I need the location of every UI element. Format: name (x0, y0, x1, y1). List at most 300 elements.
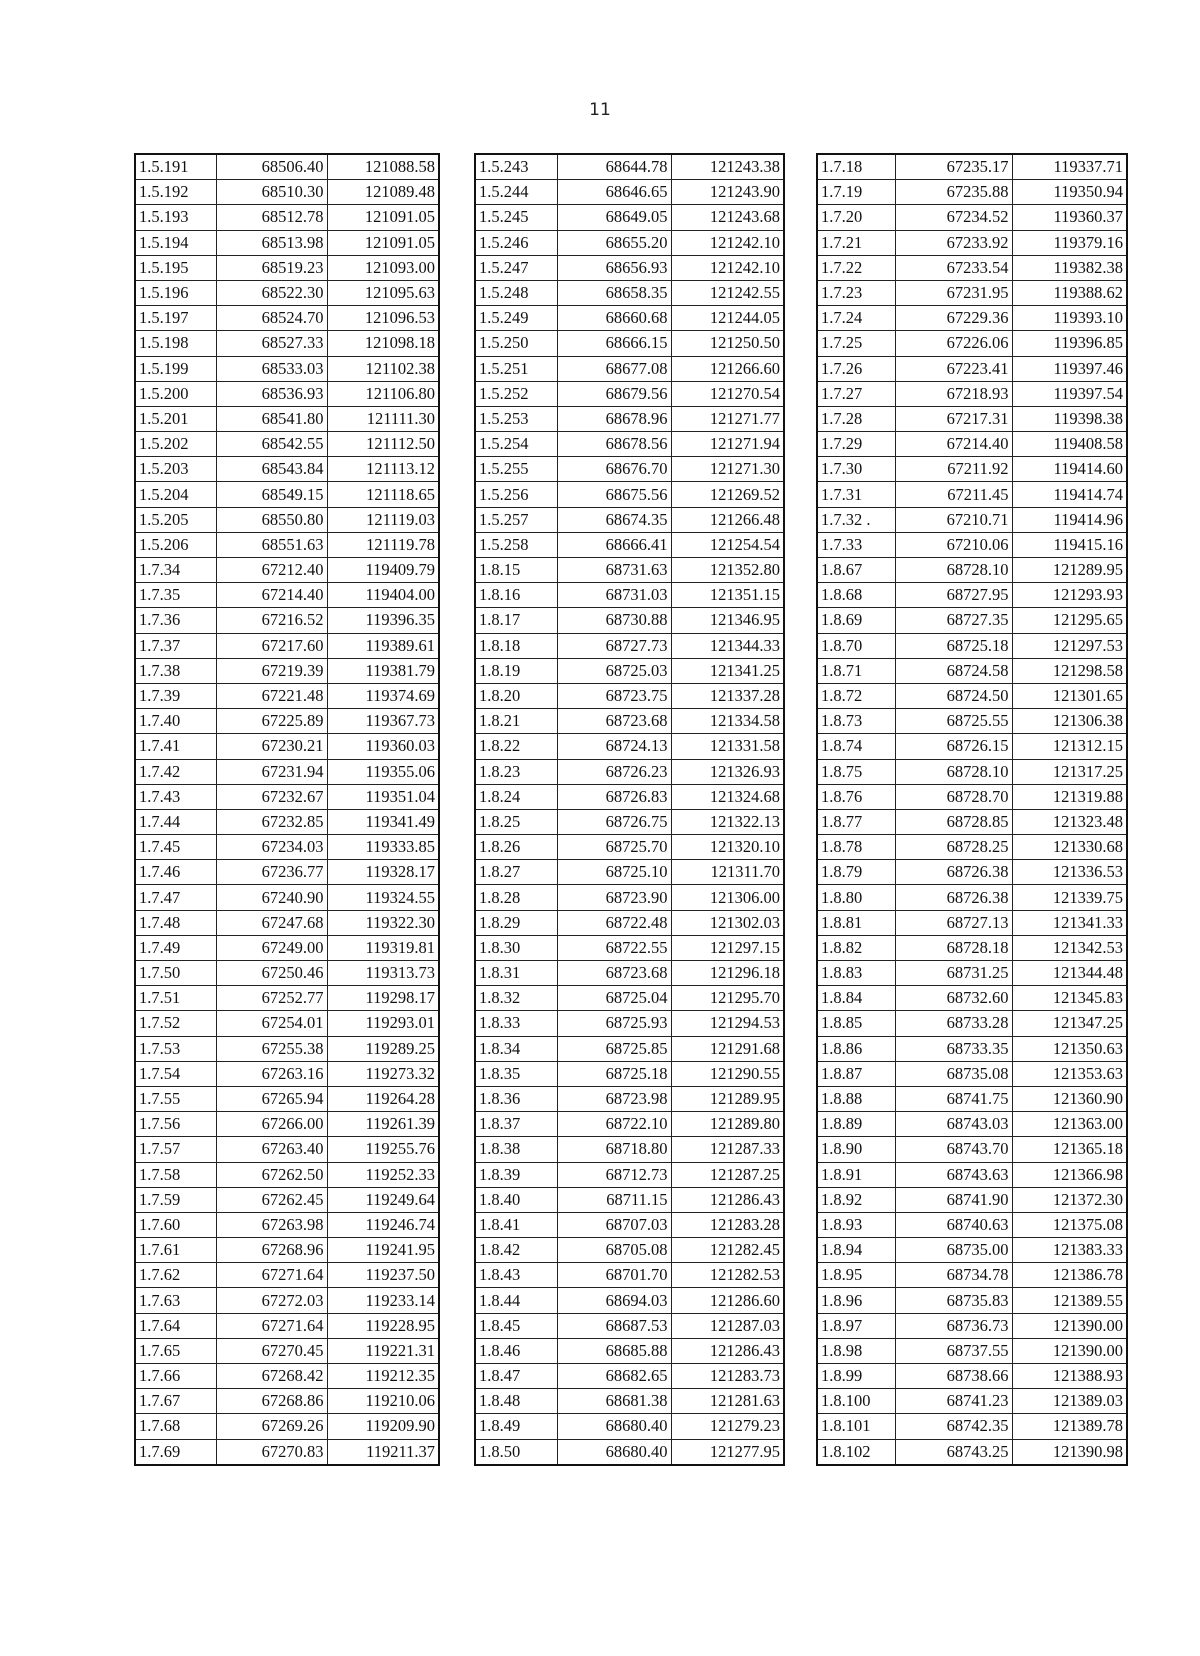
y-coordinate-cell: 119374.69 (327, 683, 439, 708)
x-coordinate-cell: 67254.01 (216, 1011, 327, 1036)
x-coordinate-cell: 67249.00 (216, 935, 327, 960)
table-row (475, 457, 784, 482)
table-row (135, 1187, 439, 1212)
table-row (475, 759, 784, 784)
y-coordinate-cell: 121254.54 (671, 532, 784, 557)
table-row (135, 1137, 439, 1162)
table-row (475, 935, 784, 960)
point-id-cell: 1.7.40 (135, 709, 216, 734)
y-coordinate-cell: 121287.25 (671, 1162, 784, 1187)
y-coordinate-cell: 121250.50 (671, 331, 784, 356)
y-coordinate-cell: 119396.85 (1012, 331, 1127, 356)
point-id-cell: 1.8.43 (475, 1263, 557, 1288)
x-coordinate-cell: 68506.40 (216, 154, 327, 180)
table-row (135, 1162, 439, 1187)
point-id-cell: 1.7.66 (135, 1364, 216, 1389)
table-row (817, 734, 1127, 759)
point-id-cell: 1.5.202 (135, 432, 216, 457)
x-coordinate-cell: 68736.73 (895, 1313, 1012, 1338)
y-coordinate-cell: 121271.30 (671, 457, 784, 482)
point-id-cell: 1.8.44 (475, 1288, 557, 1313)
x-coordinate-cell: 68549.15 (216, 482, 327, 507)
x-coordinate-cell: 68737.55 (895, 1338, 1012, 1363)
point-id-cell: 1.7.62 (135, 1263, 216, 1288)
table-row (135, 1238, 439, 1263)
y-coordinate-cell: 121091.05 (327, 230, 439, 255)
x-coordinate-cell: 68723.68 (557, 709, 671, 734)
point-id-cell: 1.8.22 (475, 734, 557, 759)
y-coordinate-cell: 121118.65 (327, 482, 439, 507)
table-row (475, 154, 784, 180)
point-id-cell: 1.7.55 (135, 1086, 216, 1111)
table-row (817, 759, 1127, 784)
x-coordinate-cell: 68694.03 (557, 1288, 671, 1313)
point-id-cell: 1.5.194 (135, 230, 216, 255)
table-row (475, 406, 784, 431)
table-row (135, 280, 439, 305)
y-coordinate-cell: 121270.54 (671, 381, 784, 406)
y-coordinate-cell: 119360.37 (1012, 205, 1127, 230)
point-id-cell: 1.8.24 (475, 784, 557, 809)
y-coordinate-cell: 119221.31 (327, 1338, 439, 1363)
point-id-cell: 1.7.45 (135, 835, 216, 860)
y-coordinate-cell: 121291.68 (671, 1036, 784, 1061)
point-id-cell: 1.5.195 (135, 255, 216, 280)
table-row (475, 1364, 784, 1389)
point-id-cell: 1.7.33 (817, 532, 895, 557)
x-coordinate-cell: 68724.58 (895, 658, 1012, 683)
x-coordinate-cell: 68685.88 (557, 1338, 671, 1363)
x-coordinate-cell: 67262.45 (216, 1187, 327, 1212)
x-coordinate-cell: 67268.96 (216, 1238, 327, 1263)
point-id-cell: 1.8.33 (475, 1011, 557, 1036)
table-row (475, 835, 784, 860)
x-coordinate-cell: 68726.15 (895, 734, 1012, 759)
table-row (475, 1187, 784, 1212)
x-coordinate-cell: 68741.23 (895, 1389, 1012, 1414)
x-coordinate-cell: 68738.66 (895, 1364, 1012, 1389)
x-coordinate-cell: 68522.30 (216, 280, 327, 305)
table-row (475, 961, 784, 986)
x-coordinate-cell: 68701.70 (557, 1263, 671, 1288)
table-row (817, 432, 1127, 457)
table-row (817, 1288, 1127, 1313)
table-row (817, 1086, 1127, 1111)
x-coordinate-cell: 68712.73 (557, 1162, 671, 1187)
x-coordinate-cell: 68722.10 (557, 1112, 671, 1137)
y-coordinate-cell: 121302.03 (671, 910, 784, 935)
table-row (475, 583, 784, 608)
point-id-cell: 1.8.98 (817, 1338, 895, 1363)
x-coordinate-cell: 68732.60 (895, 986, 1012, 1011)
y-coordinate-cell: 121306.38 (1012, 709, 1127, 734)
point-id-cell: 1.5.191 (135, 154, 216, 180)
point-id-cell: 1.7.25 (817, 331, 895, 356)
y-coordinate-cell: 121093.00 (327, 255, 439, 280)
y-coordinate-cell: 121346.95 (671, 608, 784, 633)
y-coordinate-cell: 121389.78 (1012, 1414, 1127, 1439)
table-row (475, 356, 784, 381)
x-coordinate-cell: 68728.25 (895, 835, 1012, 860)
y-coordinate-cell: 121319.88 (1012, 784, 1127, 809)
table-row (817, 457, 1127, 482)
x-coordinate-cell: 68687.53 (557, 1313, 671, 1338)
table-row (475, 1389, 784, 1414)
table-row (475, 1238, 784, 1263)
x-coordinate-cell: 68656.93 (557, 255, 671, 280)
point-id-cell: 1.5.204 (135, 482, 216, 507)
table-row (135, 306, 439, 331)
table-row (475, 734, 784, 759)
x-coordinate-cell: 68644.78 (557, 154, 671, 180)
x-coordinate-cell: 68707.03 (557, 1212, 671, 1237)
point-id-cell: 1.8.100 (817, 1389, 895, 1414)
y-coordinate-cell: 121281.63 (671, 1389, 784, 1414)
table-row (135, 633, 439, 658)
point-id-cell: 1.8.19 (475, 658, 557, 683)
y-coordinate-cell: 119393.10 (1012, 306, 1127, 331)
y-coordinate-cell: 119360.03 (327, 734, 439, 759)
point-id-cell: 1.5.253 (475, 406, 557, 431)
x-coordinate-cell: 68742.35 (895, 1414, 1012, 1439)
x-coordinate-cell: 68740.63 (895, 1212, 1012, 1237)
table-row (135, 608, 439, 633)
y-coordinate-cell: 119324.55 (327, 885, 439, 910)
y-coordinate-cell: 121088.58 (327, 154, 439, 180)
point-id-cell: 1.5.200 (135, 381, 216, 406)
point-id-cell: 1.7.20 (817, 205, 895, 230)
table-row (817, 1414, 1127, 1439)
x-coordinate-cell: 68722.48 (557, 910, 671, 935)
point-id-cell: 1.5.199 (135, 356, 216, 381)
table-row (475, 205, 784, 230)
y-coordinate-cell: 121242.55 (671, 280, 784, 305)
table-row (475, 1086, 784, 1111)
x-coordinate-cell: 68726.75 (557, 809, 671, 834)
x-coordinate-cell: 68655.20 (557, 230, 671, 255)
point-id-cell: 1.7.61 (135, 1238, 216, 1263)
point-id-cell: 1.5.198 (135, 331, 216, 356)
table-row (817, 255, 1127, 280)
point-id-cell: 1.7.52 (135, 1011, 216, 1036)
y-coordinate-cell: 121244.05 (671, 306, 784, 331)
table-row (475, 432, 784, 457)
point-id-cell: 1.5.193 (135, 205, 216, 230)
y-coordinate-cell: 119397.54 (1012, 381, 1127, 406)
table-row (817, 154, 1127, 180)
table-row (817, 709, 1127, 734)
table-row (817, 1263, 1127, 1288)
x-coordinate-cell: 67272.03 (216, 1288, 327, 1313)
x-coordinate-cell: 68658.35 (557, 280, 671, 305)
y-coordinate-cell: 121323.48 (1012, 809, 1127, 834)
point-id-cell: 1.8.94 (817, 1238, 895, 1263)
x-coordinate-cell: 68682.65 (557, 1364, 671, 1389)
y-coordinate-cell: 121089.48 (327, 180, 439, 205)
point-id-cell: 1.7.34 (135, 558, 216, 583)
point-id-cell: 1.8.70 (817, 633, 895, 658)
table-row (475, 482, 784, 507)
point-id-cell: 1.7.37 (135, 633, 216, 658)
x-coordinate-cell: 68666.41 (557, 532, 671, 557)
y-coordinate-cell: 121324.68 (671, 784, 784, 809)
table-row (817, 986, 1127, 1011)
y-coordinate-cell: 121295.70 (671, 986, 784, 1011)
x-coordinate-cell: 68725.70 (557, 835, 671, 860)
table-row (475, 1263, 784, 1288)
table-row (135, 1112, 439, 1137)
y-coordinate-cell: 121363.00 (1012, 1112, 1127, 1137)
table-row (817, 1338, 1127, 1363)
point-id-cell: 1.7.36 (135, 608, 216, 633)
table-row (475, 507, 784, 532)
y-coordinate-cell: 121331.58 (671, 734, 784, 759)
y-coordinate-cell: 121286.43 (671, 1187, 784, 1212)
point-id-cell: 1.5.258 (475, 532, 557, 557)
point-id-cell: 1.8.81 (817, 910, 895, 935)
y-coordinate-cell: 121330.68 (1012, 835, 1127, 860)
y-coordinate-cell: 119319.81 (327, 935, 439, 960)
point-id-cell: 1.7.27 (817, 381, 895, 406)
point-id-cell: 1.5.257 (475, 507, 557, 532)
table-row (135, 255, 439, 280)
y-coordinate-cell: 121287.33 (671, 1137, 784, 1162)
table-row (135, 406, 439, 431)
x-coordinate-cell: 68725.93 (557, 1011, 671, 1036)
y-coordinate-cell: 121337.28 (671, 683, 784, 708)
x-coordinate-cell: 68711.15 (557, 1187, 671, 1212)
table-row (817, 1313, 1127, 1338)
table-row (135, 482, 439, 507)
table-row (475, 709, 784, 734)
x-coordinate-cell: 68728.10 (895, 558, 1012, 583)
x-coordinate-cell: 67218.93 (895, 381, 1012, 406)
x-coordinate-cell: 67271.64 (216, 1313, 327, 1338)
y-coordinate-cell: 119211.37 (327, 1439, 439, 1465)
y-coordinate-cell: 121388.93 (1012, 1364, 1127, 1389)
point-id-cell: 1.5.206 (135, 532, 216, 557)
y-coordinate-cell: 121341.33 (1012, 910, 1127, 935)
x-coordinate-cell: 68519.23 (216, 255, 327, 280)
table-row (135, 885, 439, 910)
table-row (475, 1061, 784, 1086)
point-id-cell: 1.5.249 (475, 306, 557, 331)
x-coordinate-cell: 68743.63 (895, 1162, 1012, 1187)
x-coordinate-cell: 67233.54 (895, 255, 1012, 280)
y-coordinate-cell: 121119.78 (327, 532, 439, 557)
point-id-cell: 1.7.60 (135, 1212, 216, 1237)
x-coordinate-cell: 67263.16 (216, 1061, 327, 1086)
y-coordinate-cell: 121243.90 (671, 180, 784, 205)
point-id-cell: 1.8.75 (817, 759, 895, 784)
y-coordinate-cell: 119409.79 (327, 558, 439, 583)
x-coordinate-cell: 67219.39 (216, 658, 327, 683)
y-coordinate-cell: 121372.30 (1012, 1187, 1127, 1212)
table-row (135, 809, 439, 834)
y-coordinate-cell: 119337.71 (1012, 154, 1127, 180)
y-coordinate-cell: 121390.00 (1012, 1313, 1127, 1338)
table-row (817, 356, 1127, 381)
point-id-cell: 1.8.36 (475, 1086, 557, 1111)
x-coordinate-cell: 68733.35 (895, 1036, 1012, 1061)
table-row (135, 154, 439, 180)
table-row (135, 507, 439, 532)
point-id-cell: 1.8.38 (475, 1137, 557, 1162)
table-row (135, 860, 439, 885)
x-coordinate-cell: 68542.55 (216, 432, 327, 457)
table-row (475, 683, 784, 708)
x-coordinate-cell: 68725.85 (557, 1036, 671, 1061)
x-coordinate-cell: 67262.50 (216, 1162, 327, 1187)
point-id-cell: 1.8.102 (817, 1439, 895, 1465)
y-coordinate-cell: 121389.03 (1012, 1389, 1127, 1414)
x-coordinate-cell: 67216.52 (216, 608, 327, 633)
table-row (475, 1439, 784, 1465)
table-row (817, 482, 1127, 507)
table-row (135, 1086, 439, 1111)
point-id-cell: 1.8.82 (817, 935, 895, 960)
point-id-cell: 1.8.72 (817, 683, 895, 708)
x-coordinate-cell: 67255.38 (216, 1036, 327, 1061)
x-coordinate-cell: 68723.98 (557, 1086, 671, 1111)
table-row (817, 633, 1127, 658)
point-id-cell: 1.8.99 (817, 1364, 895, 1389)
point-id-cell: 1.8.74 (817, 734, 895, 759)
x-coordinate-cell: 68512.78 (216, 205, 327, 230)
x-coordinate-cell: 67226.06 (895, 331, 1012, 356)
y-coordinate-cell: 121271.94 (671, 432, 784, 457)
x-coordinate-cell: 67269.26 (216, 1414, 327, 1439)
point-id-cell: 1.7.31 (817, 482, 895, 507)
x-coordinate-cell: 68524.70 (216, 306, 327, 331)
table-row (817, 381, 1127, 406)
y-coordinate-cell: 119255.76 (327, 1137, 439, 1162)
y-coordinate-cell: 121350.63 (1012, 1036, 1127, 1061)
y-coordinate-cell: 119414.74 (1012, 482, 1127, 507)
x-coordinate-cell: 67263.98 (216, 1212, 327, 1237)
point-id-cell: 1.7.54 (135, 1061, 216, 1086)
x-coordinate-cell: 67212.40 (216, 558, 327, 583)
coordinate-table-2 (474, 153, 785, 1466)
x-coordinate-cell: 68723.75 (557, 683, 671, 708)
point-id-cell: 1.5.247 (475, 255, 557, 280)
x-coordinate-cell: 67231.94 (216, 759, 327, 784)
point-id-cell: 1.8.40 (475, 1187, 557, 1212)
y-coordinate-cell: 121386.78 (1012, 1263, 1127, 1288)
x-coordinate-cell: 67235.17 (895, 154, 1012, 180)
table-row (817, 1061, 1127, 1086)
point-id-cell: 1.5.255 (475, 457, 557, 482)
x-coordinate-cell: 68741.90 (895, 1187, 1012, 1212)
x-coordinate-cell: 68725.04 (557, 986, 671, 1011)
table-row (475, 1212, 784, 1237)
x-coordinate-cell: 68728.10 (895, 759, 1012, 784)
point-id-cell: 1.7.48 (135, 910, 216, 935)
table-row (475, 784, 784, 809)
table-row (475, 381, 784, 406)
table-row (817, 809, 1127, 834)
table-row (817, 583, 1127, 608)
x-coordinate-cell: 68723.90 (557, 885, 671, 910)
table-row (475, 1011, 784, 1036)
y-coordinate-cell: 121266.60 (671, 356, 784, 381)
y-coordinate-cell: 119237.50 (327, 1263, 439, 1288)
point-id-cell: 1.7.42 (135, 759, 216, 784)
point-id-cell: 1.5.244 (475, 180, 557, 205)
x-coordinate-cell: 68680.40 (557, 1439, 671, 1465)
point-id-cell: 1.8.68 (817, 583, 895, 608)
y-coordinate-cell: 121344.33 (671, 633, 784, 658)
y-coordinate-cell: 121320.10 (671, 835, 784, 860)
y-coordinate-cell: 121311.70 (671, 860, 784, 885)
x-coordinate-cell: 68735.83 (895, 1288, 1012, 1313)
x-coordinate-cell: 68726.83 (557, 784, 671, 809)
x-coordinate-cell: 67217.31 (895, 406, 1012, 431)
table-row (475, 910, 784, 935)
x-coordinate-cell: 68734.78 (895, 1263, 1012, 1288)
point-id-cell: 1.8.67 (817, 558, 895, 583)
y-coordinate-cell: 121282.45 (671, 1238, 784, 1263)
coordinate-table-1 (134, 153, 440, 1466)
y-coordinate-cell: 121286.43 (671, 1338, 784, 1363)
point-id-cell: 1.7.43 (135, 784, 216, 809)
point-id-cell: 1.8.101 (817, 1414, 895, 1439)
point-id-cell: 1.8.69 (817, 608, 895, 633)
x-coordinate-cell: 67250.46 (216, 961, 327, 986)
table-row (135, 784, 439, 809)
table-row (135, 1364, 439, 1389)
y-coordinate-cell: 121360.90 (1012, 1086, 1127, 1111)
table-row (475, 1137, 784, 1162)
point-id-cell: 1.8.49 (475, 1414, 557, 1439)
point-id-cell: 1.7.56 (135, 1112, 216, 1137)
table-row (817, 608, 1127, 633)
point-id-cell: 1.7.19 (817, 180, 895, 205)
y-coordinate-cell: 119415.16 (1012, 532, 1127, 557)
y-coordinate-cell: 121266.48 (671, 507, 784, 532)
x-coordinate-cell: 68676.70 (557, 457, 671, 482)
y-coordinate-cell: 119388.62 (1012, 280, 1127, 305)
table-row (475, 1036, 784, 1061)
y-coordinate-cell: 121286.60 (671, 1288, 784, 1313)
table-row (135, 381, 439, 406)
y-coordinate-cell: 119210.06 (327, 1389, 439, 1414)
y-coordinate-cell: 121365.18 (1012, 1137, 1127, 1162)
x-coordinate-cell: 68726.38 (895, 860, 1012, 885)
y-coordinate-cell: 121342.53 (1012, 935, 1127, 960)
y-coordinate-cell: 119298.17 (327, 986, 439, 1011)
x-coordinate-cell: 68725.03 (557, 658, 671, 683)
y-coordinate-cell: 119212.35 (327, 1364, 439, 1389)
table-row (817, 784, 1127, 809)
table-row (135, 432, 439, 457)
y-coordinate-cell: 121375.08 (1012, 1212, 1127, 1237)
y-coordinate-cell: 121242.10 (671, 255, 784, 280)
x-coordinate-cell: 68678.96 (557, 406, 671, 431)
y-coordinate-cell: 119249.64 (327, 1187, 439, 1212)
table-row (135, 986, 439, 1011)
table-row (135, 457, 439, 482)
x-coordinate-cell: 68680.40 (557, 1414, 671, 1439)
table-row (475, 885, 784, 910)
table-row (475, 1162, 784, 1187)
x-coordinate-cell: 67236.77 (216, 860, 327, 885)
point-id-cell: 1.7.35 (135, 583, 216, 608)
x-coordinate-cell: 68541.80 (216, 406, 327, 431)
table-row (135, 558, 439, 583)
x-coordinate-cell: 68533.03 (216, 356, 327, 381)
y-coordinate-cell: 121242.10 (671, 230, 784, 255)
